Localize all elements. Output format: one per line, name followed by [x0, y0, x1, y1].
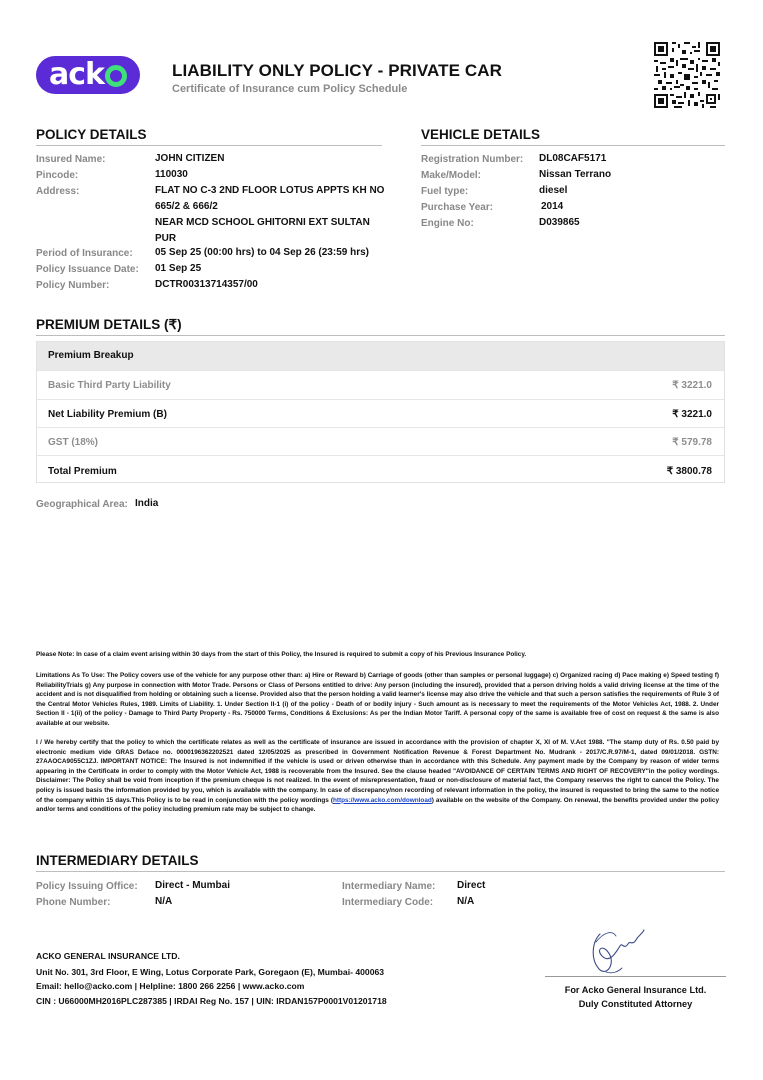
policy-number-label: Policy Number: [36, 280, 110, 291]
pincode-value: 110030 [155, 169, 188, 180]
signatory-company: For Acko General Insurance Ltd. [564, 985, 707, 995]
vehicle-details-divider [421, 145, 725, 146]
make-model-label: Make/Model: [421, 170, 482, 181]
intermediary-code-label: Intermediary Code: [342, 897, 434, 908]
company-address: Unit No. 301, 3rd Floor, E Wing, Lotus Corporate Park, Goregaon (E), Mumbai- 400063 [36, 967, 385, 977]
premium-row-value: ₹ 3800.78 [666, 466, 712, 477]
registration-label: Registration Number: [421, 154, 524, 165]
purchase-year-label: Purchase Year: [421, 202, 494, 213]
fuel-type-value: diesel [539, 185, 568, 196]
premium-table [36, 341, 725, 483]
intermediary-details-divider [36, 871, 725, 872]
address-line: NEAR MCD SCHOOL GHITORNI EXT SULTAN [155, 217, 370, 228]
premium-row-label: Net Liability Premium (B) [48, 409, 167, 420]
geographical-area-value: India [135, 498, 159, 509]
make-model-value: Nissan Terrano [539, 169, 612, 180]
geographical-area-label: Geographical Area: [36, 499, 128, 510]
insured-name-label: Insured Name: [36, 154, 106, 165]
acko-logo: ack [36, 56, 140, 94]
company-contact: Email: hello@acko.com | Helpline: 1800 266 2256 | www.acko.com [36, 981, 305, 991]
premium-table-header [37, 342, 724, 370]
intermediary-details-heading: INTERMEDIARY DETAILS [36, 853, 199, 868]
limitations-text: Limitations As To Use: The Policy covers use of the vehicle for any purpose other than: a) Hire or Reward b) Carriage of goods (other than samples or personal luggage) c) Organized racing d) Pace making e) Speed testing f) ReliabilityTrials g) Any purpose in connection with Motor Trade. Persons or Class of Persons entitled to drive: Any person (including the insured), provided that a person driving holds a valid driving license at the time of the accident and is not disqualified from holding or obtaining such a license. Provided also that the person holding a valid learner's license may also drive the vehicle and that such a person satisfies the requirements of Rule 3 of the Central Motor Vehicles Rules, 1989. Limits of Liability. 1. Under Section II-1 (i) of the policy - Death of or bodily injury - Such amount as is necessary to meet the requirements of the Motor Vehicles Act, 1988. 2. Under Section II - 1(ii) of the policy - Damage to Third Party Property - Rs. 750000 Terms, Conditions & Exclusions: As per the Indian Motor Tariff. A personal copy of the same is available free of cost on request & the same is also available at our website. [36, 672, 719, 727]
policy-number-value: DCTR00313714357/00 [155, 279, 258, 290]
premium-details-divider [36, 335, 725, 336]
registration-value: DL08CAF5171 [539, 153, 607, 164]
address-line: 665/2 & 666/2 [155, 201, 218, 212]
certification-text-part1: I / We hereby certify that the policy to which the certificate relates as well as the certificate of insurance are issued in accordance with the provision of chapter X, XI of M. V.Act 1988. "The stamp duty of Rs. 0.50 paid by electronic medium vide GRAS Deface no. 0000196362202521 dated 12/05/2025 as prescribed in Government Notification Revenue & Forest Department No. Mudrank - 2017/C.R.97/M-1, dated 09/01/2018. GSTN: 27AAOCA9055C1ZJ. IMPORTANT NOTICE: The Insured is not indemnified if the vehicle is used or driven otherwise than in accordance with this Schedule. Any payment made by the Company by reason of wider terms appearing in the Certificate in order to comply with the Motor Vehicle Act, 1988 is recoverable from the Insured. See the clause headed "AVOIDANCE OF CERTAIN TERMS AND RIGHT OF RECOVERY"in the policy wordings. Disclaimer: The Policy shall be void from inception if the premium cheque is not realized. In the event of misrepresentation, fraud or non-disclosure of material fact, the Company reserves the right to cancel the Policy. The policy is issued basis the information provided by you, which is available with the company. In case of discrepancy/non recording of relevant information in the policy, the insured is requested to bring the same to the notice of the company within 15 days.This Policy is to be read in conjunction with the policy wordings ( [36, 739, 719, 804]
purchase-year-value: 2014 [541, 201, 564, 212]
address-line: PUR [155, 233, 177, 244]
engine-number-value: D039865 [539, 217, 580, 228]
table-row [37, 455, 724, 483]
address-line: FLAT NO C-3 2ND FLOOR LOTUS APPTS KH NO [155, 185, 385, 196]
table-row [37, 399, 724, 427]
premium-details-heading: PREMIUM DETAILS (₹) [36, 317, 182, 332]
intermediary-name-label: Intermediary Name: [342, 881, 436, 892]
premium-row-value: ₹ 579.78 [672, 437, 712, 448]
table-row [37, 370, 724, 399]
qr-code-icon [654, 42, 720, 108]
signatory-title: Duly Constituted Attorney [578, 999, 693, 1009]
phone-number-label: Phone Number: [36, 897, 111, 908]
premium-row-label: Basic Third Party Liability [48, 380, 171, 391]
phone-number-value: N/A [155, 896, 173, 907]
certification-text [36, 738, 719, 815]
issuance-date-value: 01 Sep 25 [155, 263, 202, 274]
signature-line [545, 976, 726, 977]
logo-o-ring [105, 65, 127, 87]
intermediary-name-value: Direct [457, 880, 486, 891]
engine-number-label: Engine No: [421, 218, 474, 229]
premium-row-label: Total Premium [48, 466, 117, 477]
policy-details-heading: POLICY DETAILS [36, 127, 147, 142]
premium-breakup-header: Premium Breakup [48, 350, 134, 361]
issuing-office-label: Policy Issuing Office: [36, 881, 138, 892]
document-subtitle: Certificate of Insurance cum Policy Schedule [172, 83, 408, 95]
premium-row-label: GST (18%) [48, 437, 99, 448]
pincode-label: Pincode: [36, 170, 79, 181]
insured-name-value: JOHN CITIZEN [155, 153, 225, 164]
issuing-office-value: Direct - Mumbai [155, 880, 231, 891]
intermediary-code-value: N/A [457, 896, 475, 907]
policy-details-divider [36, 145, 382, 146]
address-label: Address: [36, 186, 80, 197]
premium-row-value: ₹ 3221.0 [672, 380, 712, 391]
fuel-type-label: Fuel type: [421, 186, 469, 197]
certification-text-part2: ) available on the website of the Company. On renewal, the benefits provided under the policy and/or terms and conditions of the policy including premium rate may be subject to change. [36, 796, 719, 814]
claim-note: Please Note: In case of a claim event arising within 30 days from the start of this Policy, the Insured is required to submit a copy of his Previous Insurance Policy. [36, 651, 527, 658]
document-title: LIABILITY ONLY POLICY - PRIVATE CAR [172, 61, 503, 80]
vehicle-details-heading: VEHICLE DETAILS [421, 127, 541, 142]
premium-row-value: ₹ 3221.0 [672, 409, 712, 420]
signature-icon [586, 922, 648, 980]
issuance-date-label: Policy Issuance Date: [36, 264, 139, 275]
policy-wordings-link[interactable]: https://www.acko.com/download [332, 796, 432, 804]
period-label: Period of Insurance: [36, 248, 133, 259]
table-row [37, 427, 724, 455]
company-name: ACKO GENERAL INSURANCE LTD. [36, 951, 180, 961]
company-registration: CIN : U66000MH2016PLC287385 | IRDAI Reg No. 157 | UIN: IRDAN157P0001V01201718 [36, 996, 387, 1006]
period-value: 05 Sep 25 (00:00 hrs) to 04 Sep 26 (23:59 hrs) [155, 247, 369, 258]
